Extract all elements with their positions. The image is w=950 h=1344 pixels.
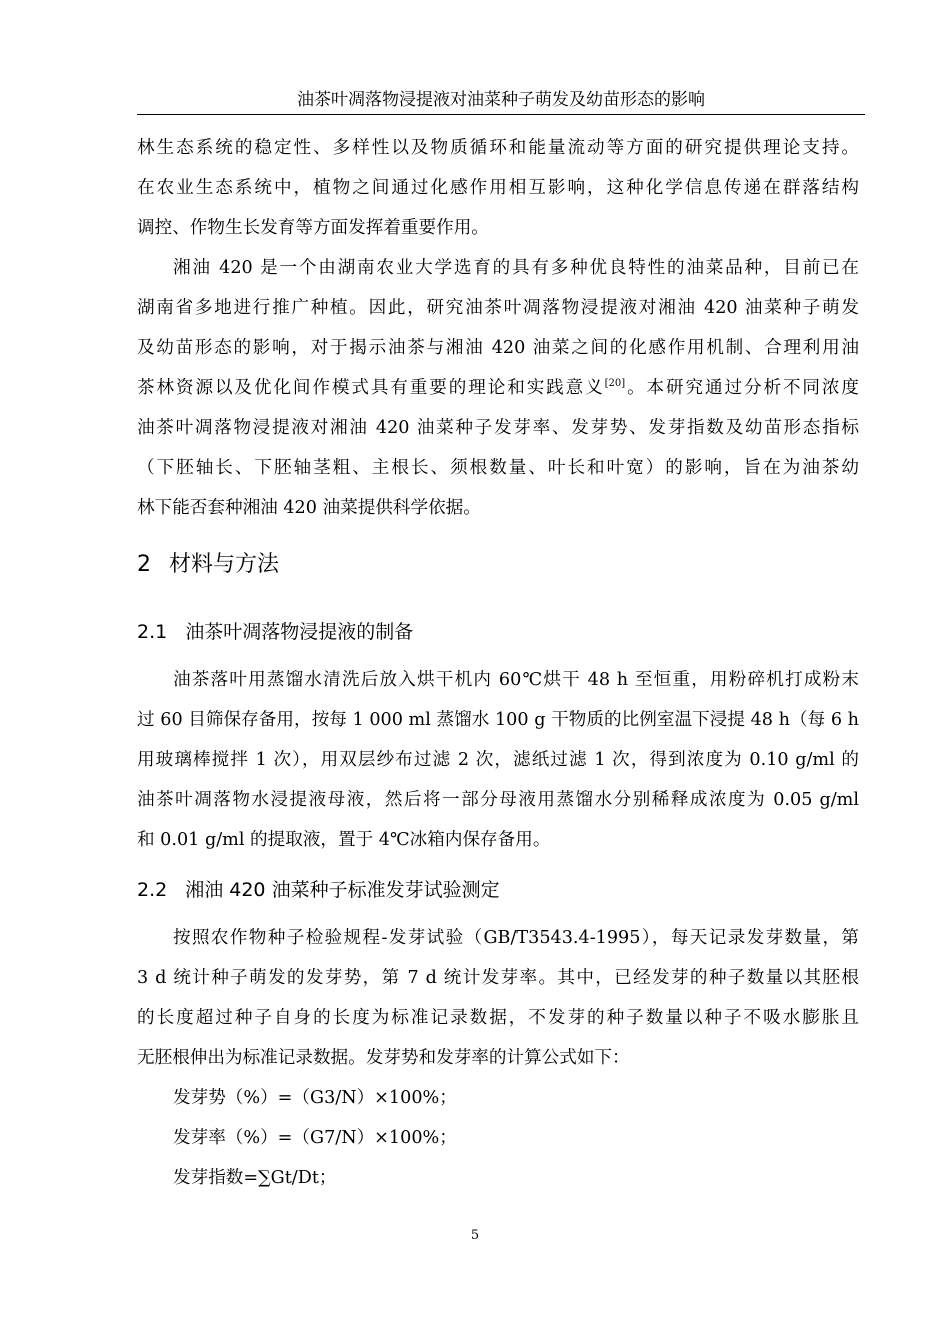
formula-germination-index: 发芽指数=∑Gt/Dt； bbox=[173, 1168, 337, 1188]
text-line: 林生态系统的稳定性、多样性以及物质循环和能量流动等方面的研究提供理论支持。 bbox=[137, 138, 859, 158]
text-line: （下胚轴长、下胚轴茎粗、主根长、须根数量、叶长和叶宽）的影响，旨在为油茶幼 bbox=[137, 458, 859, 478]
section-title: 材料与方法 bbox=[169, 552, 280, 577]
running-header bbox=[137, 88, 865, 115]
paragraph-2-1 bbox=[137, 660, 859, 860]
subsection-title: 湘油 420 油菜种子标准发芽试验测定 bbox=[185, 879, 500, 901]
paragraph-2-2 bbox=[137, 918, 859, 1078]
subsection-number: 2.1 bbox=[137, 621, 168, 643]
text-line: 3 d 统计种子萌发的发芽势，第 7 d 统计发芽率。其中，已经发芽的种子数量以其胚根 bbox=[137, 968, 859, 988]
subsection-title: 油茶叶凋落物浸提液的制备 bbox=[185, 621, 414, 643]
text-fragment: 茶林资源以及优化间作模式具有重要的理论和实践意义 bbox=[137, 378, 605, 398]
text-line: 林下能否套种湘油 420 油菜提供科学依据。 bbox=[137, 498, 481, 518]
page-body bbox=[137, 128, 859, 1198]
text-line: 湘油 420 是一个由湖南农业大学选育的具有多种优良特性的油菜品种，目前已在 bbox=[173, 258, 859, 278]
subsection-heading-2-2 bbox=[137, 876, 859, 904]
text-line: 的长度超过种子自身的长度为标准记录数据，不发芽的种子数量以种子不吸水膨胀且 bbox=[137, 1008, 859, 1028]
section-heading-2 bbox=[137, 550, 859, 580]
text-line: 及幼苗形态的影响，对于揭示油茶与湘油 420 油菜之间的化感作用机制、合理利用油 bbox=[137, 338, 859, 358]
citation-ref: [20] bbox=[604, 378, 626, 389]
text-line: 过 60 目筛保存备用，按每 1 000 ml 蒸馏水 100 g 干物质的比例室温下浸提 48 h（每 6 h bbox=[137, 710, 859, 730]
text-line: 油茶叶凋落物浸提液对湘油 420 油菜种子发芽率、发芽势、发芽指数及幼苗形态指标 bbox=[137, 418, 859, 438]
text-line: 用玻璃棒搅拌 1 次），用双层纱布过滤 2 次，滤纸过滤 1 次，得到浓度为 0.10 g/ml 的 bbox=[137, 750, 859, 770]
section-number: 2 bbox=[137, 552, 151, 577]
intro-paragraph-1 bbox=[137, 128, 859, 248]
text-line: 油茶叶凋落物水浸提液母液，然后将一部分母液用蒸馏水分别稀释成浓度为 0.05 g/ml bbox=[137, 790, 859, 810]
intro-paragraph-2 bbox=[137, 248, 859, 528]
text-fragment: 。本研究通过分析不同浓度 bbox=[625, 378, 859, 398]
text-line-with-citation bbox=[137, 368, 859, 408]
page-number: 5 bbox=[470, 1228, 480, 1243]
formula-germination-energy: 发芽势（%）=（G3/N）×100%； bbox=[173, 1088, 457, 1108]
text-line: 在农业生态系统中，植物之间通过化感作用相互影响，这种化学信息传递在群落结构 bbox=[137, 178, 859, 198]
text-line: 按照农作物种子检验规程-发芽试验（GB/T3543.4-1995），每天记录发芽数量，第 bbox=[173, 928, 859, 948]
text-line: 和 0.01 g/ml 的提取液，置于 4℃冰箱内保存备用。 bbox=[137, 830, 551, 850]
text-line: 无胚根伸出为标准记录数据。发芽势和发芽率的计算公式如下： bbox=[137, 1048, 630, 1068]
text-line: 调控、作物生长发育等方面发挥着重要作用。 bbox=[137, 218, 489, 238]
subsection-number: 2.2 bbox=[137, 879, 168, 901]
formula-germination-rate: 发芽率（%）=（G7/N）×100%； bbox=[173, 1128, 457, 1148]
text-line: 油茶落叶用蒸馏水清洗后放入烘干机内 60℃烘干 48 h 至恒重，用粉碎机打成粉末 bbox=[173, 670, 859, 690]
running-header-title: 油茶叶凋落物浸提液对油菜种子萌发及幼苗形态的影响 bbox=[297, 90, 705, 110]
text-line: 湖南省多地进行推广种植。因此，研究油茶叶凋落物浸提液对湘油 420 油菜种子萌发 bbox=[137, 298, 859, 318]
subsection-heading-2-1 bbox=[137, 618, 859, 646]
formula-list bbox=[137, 1078, 859, 1198]
